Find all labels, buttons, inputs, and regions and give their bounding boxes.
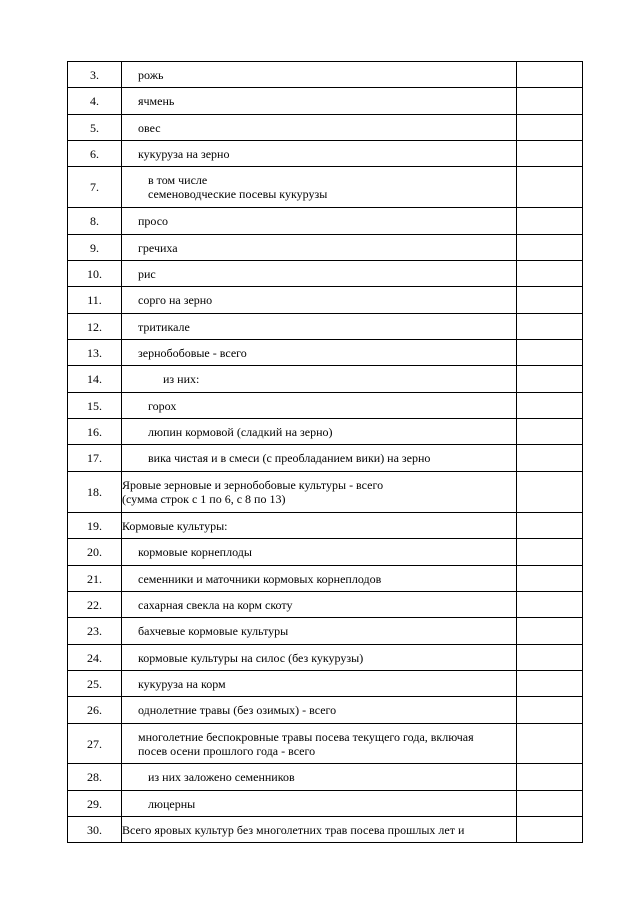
- value-cell[interactable]: [517, 513, 583, 539]
- row-label: зернобобовые - всего: [138, 345, 247, 360]
- row-label-cell: [122, 791, 517, 817]
- row-label: многолетние беспокровные травы посева текущего года, включая посев осени прошлого года - всего: [138, 729, 474, 758]
- table-row: [68, 366, 583, 393]
- table-row: [68, 287, 583, 314]
- value-cell[interactable]: [517, 724, 583, 764]
- row-label-cell: [122, 115, 517, 141]
- table-row: [68, 539, 583, 566]
- table-row: [68, 445, 583, 472]
- value-cell[interactable]: [517, 62, 583, 88]
- value-cell[interactable]: [517, 645, 583, 671]
- row-label: кормовые культуры на силос (без кукурузы): [138, 650, 364, 665]
- value-cell[interactable]: [517, 287, 583, 314]
- table-row: [68, 208, 583, 235]
- row-number: 6.: [68, 141, 122, 167]
- row-number: 16.: [68, 419, 122, 445]
- row-number: 5.: [68, 115, 122, 141]
- table-row: [68, 314, 583, 340]
- row-label-cell: [122, 88, 517, 115]
- value-cell[interactable]: [517, 419, 583, 445]
- row-label: ячмень: [138, 94, 175, 108]
- row-number: 14.: [68, 366, 122, 393]
- table-row: [68, 697, 583, 724]
- value-cell[interactable]: [517, 566, 583, 592]
- row-label: кукуруза на корм: [138, 676, 226, 691]
- row-number: 15.: [68, 393, 122, 419]
- row-label: горох: [148, 398, 177, 413]
- row-label: кукуруза на зерно: [138, 146, 230, 161]
- row-label-cell: [122, 287, 517, 314]
- value-cell[interactable]: [517, 208, 583, 235]
- row-number: 13.: [68, 340, 122, 366]
- row-label-cell: [122, 261, 517, 287]
- table-row: [68, 235, 583, 261]
- row-number: 17.: [68, 445, 122, 472]
- table-row: [68, 115, 583, 141]
- row-label-cell: [122, 141, 517, 167]
- value-cell[interactable]: [517, 697, 583, 724]
- row-label: из них:: [163, 372, 200, 386]
- row-label: просо: [138, 214, 169, 228]
- row-label-cell: [122, 340, 517, 366]
- row-number: 26.: [68, 697, 122, 724]
- table-row: [68, 592, 583, 618]
- row-number: 8.: [68, 208, 122, 235]
- row-number: 25.: [68, 671, 122, 697]
- row-label-cell: [122, 62, 517, 88]
- table-row: [68, 340, 583, 366]
- table-row: [68, 62, 583, 88]
- row-number: 11.: [68, 287, 122, 314]
- row-label-cell: [122, 764, 517, 791]
- row-label: кормовые корнеплоды: [138, 545, 252, 559]
- value-cell[interactable]: [517, 539, 583, 566]
- table-row: [68, 566, 583, 592]
- row-label-cell: [122, 208, 517, 235]
- row-label-cell: [122, 592, 517, 618]
- row-label: Всего яровых культур без многолетних трав посева прошлых лет и: [122, 822, 465, 837]
- row-label: Кормовые культуры:: [122, 518, 228, 533]
- row-number: 12.: [68, 314, 122, 340]
- row-number: 9.: [68, 235, 122, 261]
- row-label: бахчевые кормовые культуры: [138, 624, 289, 638]
- row-label-cell: [122, 167, 517, 208]
- table-row: [68, 618, 583, 645]
- table-row: [68, 393, 583, 419]
- value-cell[interactable]: [517, 817, 583, 843]
- value-cell[interactable]: [517, 592, 583, 618]
- crop-form-table: [67, 61, 583, 843]
- row-label: Яровые зерновые и зернобобовые культуры - всего (сумма строк с 1 по 6, с 8 по 13): [122, 478, 384, 506]
- row-label-cell: [122, 314, 517, 340]
- value-cell[interactable]: [517, 314, 583, 340]
- value-cell[interactable]: [517, 472, 583, 513]
- row-label: люцерны: [148, 796, 196, 811]
- row-label: рис: [138, 266, 156, 281]
- row-label-cell: [122, 645, 517, 671]
- row-label-cell: [122, 697, 517, 724]
- table-row: [68, 791, 583, 817]
- value-cell[interactable]: [517, 618, 583, 645]
- value-cell[interactable]: [517, 340, 583, 366]
- row-number: 18.: [68, 472, 122, 513]
- row-label: овес: [138, 120, 161, 135]
- row-number: 10.: [68, 261, 122, 287]
- row-number: 27.: [68, 724, 122, 764]
- value-cell[interactable]: [517, 235, 583, 261]
- row-label-cell: [122, 393, 517, 419]
- table-row: [68, 261, 583, 287]
- table-row: [68, 167, 583, 208]
- row-label: вика чистая и в смеси (с преобладанием вики) на зерно: [148, 451, 431, 465]
- value-cell[interactable]: [517, 261, 583, 287]
- row-label-cell: [122, 724, 517, 764]
- table-row: [68, 513, 583, 539]
- row-label: в том числе семеноводческие посевы кукурузы: [148, 173, 328, 201]
- table-body: [68, 62, 583, 843]
- row-label-cell: [122, 539, 517, 566]
- table-row: [68, 88, 583, 115]
- value-cell[interactable]: [517, 115, 583, 141]
- row-number: 19.: [68, 513, 122, 539]
- table-row: [68, 472, 583, 513]
- row-number: 20.: [68, 539, 122, 566]
- row-label: гречиха: [138, 240, 178, 255]
- row-number: 23.: [68, 618, 122, 645]
- value-cell[interactable]: [517, 764, 583, 791]
- row-number: 7.: [68, 167, 122, 208]
- table-row: [68, 419, 583, 445]
- value-cell[interactable]: [517, 141, 583, 167]
- table-row: [68, 645, 583, 671]
- row-number: 30.: [68, 817, 122, 843]
- row-label-cell: [122, 419, 517, 445]
- value-cell[interactable]: [517, 393, 583, 419]
- row-label: сахарная свекла на корм скоту: [138, 597, 293, 612]
- row-label: люпин кормовой (сладкий на зерно): [148, 424, 333, 439]
- row-label-cell: [122, 618, 517, 645]
- row-label: однолетние травы (без озимых) - всего: [138, 703, 337, 717]
- row-label-cell: [122, 366, 517, 393]
- row-label-cell: [122, 513, 517, 539]
- row-label-cell: [122, 671, 517, 697]
- value-cell[interactable]: [517, 671, 583, 697]
- value-cell[interactable]: [517, 167, 583, 208]
- table-row: [68, 141, 583, 167]
- value-cell[interactable]: [517, 366, 583, 393]
- row-label: из них заложено семенников: [148, 770, 295, 784]
- row-label-cell: [122, 817, 517, 843]
- row-label-cell: [122, 566, 517, 592]
- row-number: 4.: [68, 88, 122, 115]
- row-number: 21.: [68, 566, 122, 592]
- row-label: сорго на зерно: [138, 293, 213, 307]
- row-label: рожь: [138, 67, 164, 82]
- row-number: 22.: [68, 592, 122, 618]
- row-label: семенники и маточники кормовых корнеплодов: [138, 571, 382, 586]
- value-cell[interactable]: [517, 88, 583, 115]
- row-number: 28.: [68, 764, 122, 791]
- table-row: [68, 671, 583, 697]
- row-label-cell: [122, 445, 517, 472]
- row-label-cell: [122, 472, 517, 513]
- value-cell[interactable]: [517, 445, 583, 472]
- row-number: 29.: [68, 791, 122, 817]
- table-row: [68, 724, 583, 764]
- value-cell[interactable]: [517, 791, 583, 817]
- row-number: 3.: [68, 62, 122, 88]
- table-row: [68, 817, 583, 843]
- table-row: [68, 764, 583, 791]
- row-label-cell: [122, 235, 517, 261]
- row-label: тритикале: [138, 319, 190, 334]
- row-number: 24.: [68, 645, 122, 671]
